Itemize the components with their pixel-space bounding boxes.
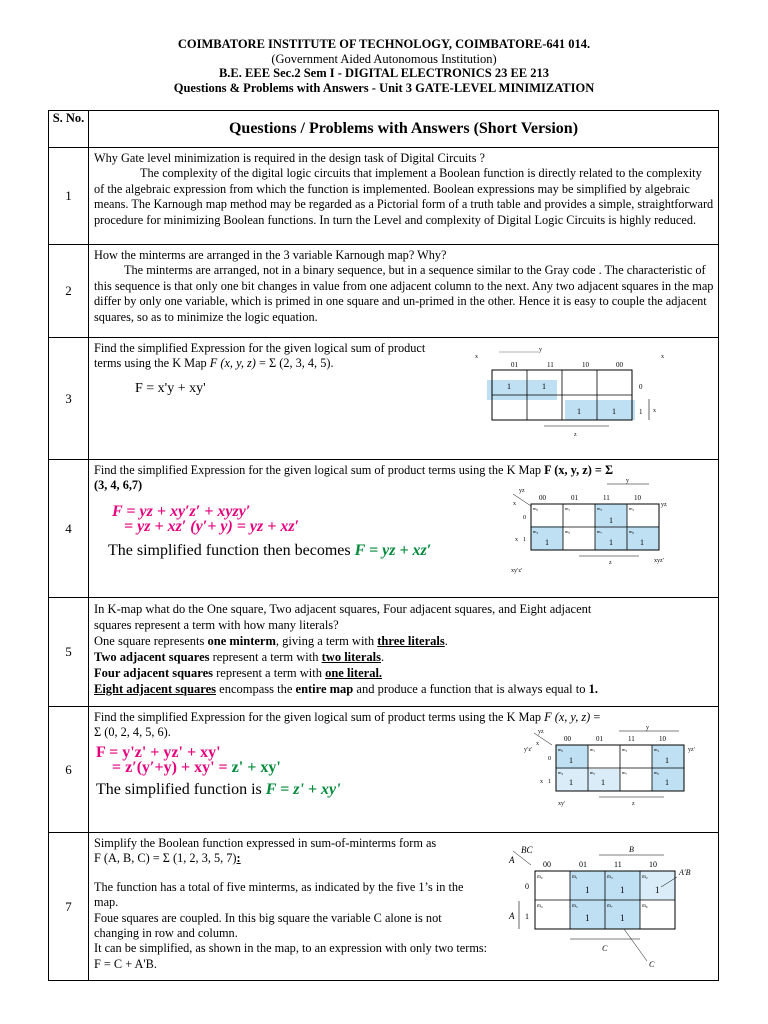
kmap-var-label: xyz′ (654, 558, 664, 564)
course-title: B.E. EEE Sec.2 Sem I - DIGITAL ELECTRONICS 23 EE 213 (218, 66, 550, 80)
sno-header: S. No. (49, 111, 89, 148)
simplified-function: F = z' + xy' (265, 780, 341, 798)
svg-text:m₇: m₇ (622, 770, 628, 775)
question-text: Why Gate level minimization is required in the design task of Digital Circuits ? (94, 151, 486, 165)
row-number: 2 (49, 245, 89, 338)
kmap-var-label: B (629, 845, 634, 854)
svg-text:m₃: m₃ (607, 875, 613, 880)
svg-text:m₅: m₅ (565, 529, 571, 534)
table-row: 6 Find the simplified Expression for the given logical sum of product terms using the K Map F (x, y, z) = Σ (0, 2, 4, 5, 6). F = y'z' + yz' + xy' = z′(y′+y) + xy' = z' + xy' The simplified function is F = z' + xy' yz x y′z′ y 00 01 11 10 m₀ m₁ m₃ m₂ m₄ m₅ m₇ m₆ 1 1 1 1 1 0 x 1 yz′ xy′ z (49, 707, 719, 833)
kmap-var-label: xy′ (558, 801, 566, 807)
kmap-one: 1 (585, 885, 590, 895)
svg-text:m₂: m₂ (629, 506, 635, 511)
kmap-var-label: x (513, 501, 516, 507)
simplified-function: F = yz + xz′ (354, 541, 432, 559)
kmap-col-label: 00 (616, 361, 623, 369)
kmap-var-label: yz′ (688, 747, 695, 753)
kmap-one: 1 (640, 538, 644, 547)
svg-text:m₀: m₀ (558, 747, 564, 752)
svg-text:m₅: m₅ (572, 904, 578, 909)
kmap-col-label: 11 (603, 494, 610, 502)
kmap-var-label: yz (519, 488, 525, 494)
table-row (49, 245, 719, 338)
answer-line: One square represents one minterm, giving a term with three literals. (94, 634, 448, 648)
kmap-col-label: 01 (596, 735, 603, 743)
kmap-diagram (509, 478, 669, 583)
kmap-var-label: y (626, 478, 629, 484)
kmap-col-label: 11 (547, 361, 554, 369)
svg-text:0: 0 (548, 756, 551, 762)
kmap-col-label: 00 (543, 860, 551, 869)
row-number: 6 (49, 707, 89, 833)
answer-text: The function has a total of five minterms, as indicated by the five 1’s in the map. (94, 879, 464, 910)
kmap-col-label: 11 (614, 860, 622, 869)
answer-text: It can be simplified, as shown in the map, to an expression with only two terms: F = C + A'B. (94, 941, 488, 971)
table-row (49, 338, 719, 460)
kmap-one: 1 (545, 538, 549, 547)
svg-text:m₇: m₇ (607, 904, 613, 909)
svg-text:m₇: m₇ (597, 529, 603, 534)
function-label: F (x, y, z) (544, 710, 591, 724)
kmap-col-label: 10 (582, 361, 589, 369)
unit-title: Questions & Problems with Answers - Unit 3 GATE-LEVEL MINIMIZATION (173, 80, 595, 95)
kmap-col-label: 01 (579, 860, 587, 869)
kmap-var-label: x (515, 537, 518, 543)
kmap-var-label: C (649, 960, 655, 969)
function-label: F (x, y, z) (209, 356, 256, 371)
svg-text:m₄: m₄ (537, 904, 543, 909)
svg-text:m₆: m₆ (629, 529, 635, 534)
svg-text:m₄: m₄ (533, 529, 539, 534)
svg-text:m₁: m₁ (572, 875, 578, 880)
kmap-one: 1 (577, 407, 581, 416)
equation-line: = yz + xz′ (y′+ y) = yz + xz′ (124, 518, 300, 536)
question-text: terms using the K Map (94, 356, 210, 371)
kmap-var-label: z (609, 560, 612, 566)
question-text: squares represent a term with how many literals? (94, 618, 339, 632)
kmap-one: 1 (569, 778, 573, 787)
minterm-list: F (A, B, C) = Σ (1, 2, 3, 5, 7) (94, 851, 237, 866)
kmap-var-label: xy′z′ (511, 568, 523, 574)
svg-text:m₆: m₆ (654, 770, 660, 775)
answer-text: The minterms are arranged, not in a binary sequence, but in a sequence similar to the Gray code . The characteristic of this sequence is that only one bit changes in value from one adjacent column to the next. Any two adjacent squares in the map differ by only one variable, which is primed in one square and un-primed in the other. Hence it is easy to couple the adjacent squares, so as to minimize the logic equation. (94, 263, 714, 324)
table-row (49, 460, 719, 598)
kmap-one: 1 (612, 407, 616, 416)
kmap-var-label: y (539, 347, 542, 353)
svg-text:m₃: m₃ (597, 506, 603, 511)
kmap-var-label: yz (538, 729, 544, 735)
svg-text:m₄: m₄ (558, 770, 564, 775)
kmap-var-label: A′B (679, 868, 691, 877)
answer-line: Eight adjacent squares encompass the entire map and produce a function that is always equal to 1. (94, 682, 598, 696)
kmap-col-label: 01 (571, 494, 578, 502)
kmap-one: 1 (507, 382, 511, 391)
kmap-var-label: z (632, 801, 635, 807)
kmap-diagram (499, 839, 709, 974)
institution-type: (Government Aided Autonomous Institution) (271, 51, 497, 66)
svg-text:m₀: m₀ (533, 506, 539, 511)
kmap-one: 1 (585, 913, 590, 923)
kmap-var-label: A (509, 911, 515, 921)
kmap-diagram (524, 723, 704, 833)
kmap-col-label: 10 (659, 735, 666, 743)
table-row: 7 Simplify the Boolean function expressed in sum-of-minterms form as F (A, B, C) = Σ (1, 2, 3, 5, 7): The function has a total of five minterms, as indicated by the five 1’s in the map. Foue squares are coupled. In this big square the variable C alone is not changing in row and column. It can be simplified, as shown in the map, to an expression with only two terms: F = C + A'B. BC A B 00 01 11 10 m₀ m₁ m₃ m₂ m₄ m₅ m₇ m₆ 1 1 1 1 1 0 1 A A′B C C (49, 833, 719, 981)
simplified-text: The simplified function then becomes (108, 541, 355, 559)
kmap-one: 1 (620, 913, 625, 923)
minterm-list: (3, 4, 6,7) (94, 478, 143, 493)
kmap-var-label: y′z′ (524, 747, 533, 753)
equation-line: = z′(y′+y) + xy' = (112, 759, 232, 777)
kmap-var-label: x (540, 779, 543, 785)
question-text: Find the simplified Expression for the given logical sum of product (94, 341, 426, 355)
institute-name: COIMBATORE INSTITUTE OF TECHNOLOGY, COIMBATORE-641 014. (177, 37, 591, 51)
svg-text:1: 1 (523, 537, 526, 543)
kmap-one: 1 (601, 778, 605, 787)
table-row (49, 148, 719, 245)
row-number: 4 (49, 460, 89, 598)
kmap-diagram (469, 344, 674, 454)
minterm-list: = Σ (2, 3, 4, 5). (255, 356, 334, 371)
question-text: Find the simplified Expression for the given logical sum of product terms using the K Map (94, 463, 542, 477)
kmap-one: 1 (569, 756, 573, 765)
kmap-var-label: x (653, 408, 656, 414)
answer-text: The complexity of the digital logic circuits that implement a Boolean function is directly related to the complexity of the algebraic expression from which the function is implemented. Boolean expressions may be simplified by algebraic means. The Karnough map method may be regarded as a Pictorial form of a truth table and provides a simple, straightforward procedure for minimizing Boolean functions. In turn the Level and complexity of Digital Logic Circuits is highly reduced. (94, 166, 714, 227)
equation-line: F = yz + xy′z′ + xyzy′ (112, 502, 251, 520)
kmap-var-label: A (509, 855, 515, 865)
kmap-var-label: yz (661, 502, 667, 508)
kmap-row-label: 0 (639, 383, 643, 391)
questions-header: Questions / Problems with Answers (Short Version) (89, 111, 719, 148)
svg-text:1: 1 (548, 779, 551, 785)
svg-text:m₃: m₃ (622, 747, 628, 752)
svg-text:m₀: m₀ (537, 875, 543, 880)
row-number: 5 (49, 598, 89, 707)
answer-line: Two adjacent squares represent a term with two literals. (94, 650, 385, 664)
question-text: Find the simplified Expression for the given logical sum of product terms using the K Map (94, 710, 545, 724)
row-number: 3 (49, 338, 89, 460)
question-text: How the minterms are arranged in the 3 variable Karnough map? Why? (94, 248, 447, 262)
kmap-col-label: 01 (511, 361, 518, 369)
kmap-var-label: BC (521, 845, 533, 855)
kmap-col-label: 10 (649, 860, 657, 869)
svg-text:m₂: m₂ (654, 747, 660, 752)
kmap-one: 1 (655, 885, 660, 895)
qa-table (48, 110, 719, 981)
kmap-col-label: 10 (634, 494, 641, 502)
kmap-one: 1 (665, 778, 669, 787)
svg-text:0: 0 (523, 515, 526, 521)
kmap-var-label: z (574, 432, 577, 438)
svg-text:m₁: m₁ (590, 747, 596, 752)
kmap-var-label: x (661, 354, 664, 360)
kmap-var-label: x (475, 354, 478, 360)
answer-line: Four adjacent squares represent a term with one literal. (94, 666, 383, 680)
kmap-one: 1 (665, 756, 669, 765)
question-text: In K-map what do the One square, Two adjacent squares, Four adjacent squares, and Eight adjacent (94, 602, 592, 616)
kmap-var-label: C (602, 944, 608, 953)
table-row (49, 598, 719, 707)
simplified-text: The simplified function is (96, 780, 266, 798)
svg-text:m₁: m₁ (565, 506, 571, 511)
function-label: F (x, y, z) = Σ (544, 463, 614, 477)
minterm-list: Σ (0, 2, 4, 5, 6). (94, 725, 171, 740)
kmap-col-label: 11 (628, 735, 635, 743)
kmap-one: 1 (620, 885, 625, 895)
answer-text: Foue squares are coupled. In this big square the variable C alone is not changing in row and column. (94, 910, 442, 941)
svg-text:1: 1 (525, 912, 529, 921)
row-number: 7 (49, 833, 89, 981)
kmap-one: 1 (609, 538, 613, 547)
kmap-row-label: 1 (639, 408, 643, 416)
question-text: Simplify the Boolean function expressed in sum-of-minterms form as (94, 836, 437, 850)
svg-text:m₂: m₂ (642, 875, 648, 880)
answer-expression: F = x'y + xy' (135, 381, 206, 396)
equation-line: F = y'z' + yz' + xy' (96, 743, 221, 761)
kmap-one: 1 (609, 516, 613, 525)
svg-text:0: 0 (525, 882, 529, 891)
kmap-col-label: 00 (564, 735, 571, 743)
row-number: 1 (49, 148, 89, 245)
svg-text:m₆: m₆ (642, 904, 648, 909)
kmap-one: 1 (542, 382, 546, 391)
svg-text:m₅: m₅ (590, 770, 596, 775)
kmap-var-label: y (646, 725, 649, 731)
kmap-var-label: x (536, 741, 539, 747)
kmap-col-label: 00 (539, 494, 546, 502)
